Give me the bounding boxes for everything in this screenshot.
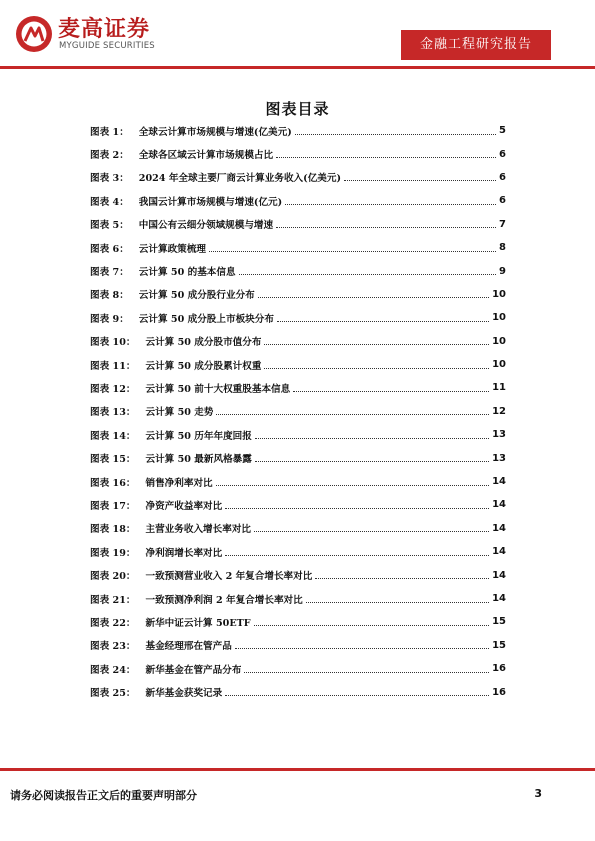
toc-item[interactable] [90, 470, 506, 493]
toc-item-label: 图表 19： [90, 547, 136, 559]
toc-item-title: 新华中证云计算 50ETF [145, 617, 251, 629]
toc-item[interactable] [90, 283, 506, 306]
toc-title: 图表目录 [265, 100, 330, 118]
toc-item-label: 图表 11： [90, 360, 136, 372]
toc-item-label: 图表 15： [90, 454, 136, 466]
toc-item[interactable] [90, 540, 506, 563]
toc-item-label: 图表 5： [90, 220, 129, 232]
toc-dot-leader [225, 554, 489, 556]
toc-item-title: 云计算 50 走势 [145, 407, 214, 419]
toc-item-title: 全球云计算市场规模与增速(亿美元) [138, 126, 292, 138]
footer-disclaimer: 请务必阅读报告正文后的重要声明部分 [10, 789, 197, 802]
toc-item-page: 6 [499, 195, 506, 207]
toc-dot-leader [295, 133, 496, 135]
toc-item-label: 图表 23： [90, 641, 136, 653]
toc-item-label: 图表 2： [90, 150, 129, 162]
header-divider [0, 66, 595, 69]
myguide-logo-icon [14, 14, 54, 54]
toc-item-label: 图表 7： [90, 267, 129, 279]
toc-item-page: 13 [492, 429, 506, 441]
toc-item[interactable] [90, 563, 506, 586]
toc-item-title: 云计算 50 成分股市值分布 [145, 337, 262, 349]
toc-item-page: 8 [499, 242, 506, 254]
toc-item-label: 图表 22： [90, 617, 136, 629]
toc-dot-leader [244, 671, 489, 673]
toc-dot-leader [264, 343, 489, 345]
toc-item-label: 图表 4： [90, 196, 129, 208]
toc-item[interactable] [90, 423, 506, 446]
footer-divider [0, 768, 595, 771]
toc-item[interactable] [90, 680, 506, 703]
toc-item[interactable] [90, 142, 506, 165]
toc-item[interactable] [90, 236, 506, 259]
toc-item[interactable] [90, 353, 506, 376]
toc-item-title: 销售净利率对比 [145, 477, 213, 489]
toc-item-title: 云计算 50 的基本信息 [138, 267, 236, 279]
toc-item-page: 9 [499, 265, 506, 277]
toc-dot-leader [216, 484, 489, 486]
toc-item-page: 14 [492, 499, 506, 511]
toc-dot-leader [216, 413, 489, 415]
toc-item-title: 新华基金获奖记录 [145, 688, 223, 700]
toc-item-page: 16 [492, 686, 506, 698]
toc-item-label: 图表 16： [90, 477, 136, 489]
toc-item[interactable] [90, 189, 506, 212]
toc-item-page: 14 [492, 476, 506, 488]
toc-item-page: 14 [492, 569, 506, 581]
toc-item-label: 图表 12： [90, 383, 136, 395]
toc-item-title: 我国云计算市场规模与增速(亿元) [138, 196, 283, 208]
toc-item[interactable] [90, 259, 506, 282]
toc-item-page: 12 [492, 405, 506, 417]
toc-item-label: 图表 21： [90, 594, 136, 606]
toc-item-page: 10 [492, 335, 506, 347]
toc-item[interactable] [90, 517, 506, 540]
toc-dot-leader [239, 273, 496, 275]
toc-item-title: 云计算 50 历年年度回报 [145, 430, 252, 442]
toc-item-page: 7 [499, 218, 506, 230]
toc-dot-leader [225, 694, 489, 696]
page-number: 3 [534, 787, 542, 800]
toc-dot-leader [209, 250, 496, 252]
toc-item-title: 基金经理邢在管产品 [145, 641, 232, 653]
toc-item[interactable] [90, 610, 506, 633]
toc-item-label: 图表 6： [90, 243, 129, 255]
toc-item-title: 云计算 50 前十大权重股基本信息 [145, 383, 291, 395]
toc-item-page: 14 [492, 593, 506, 604]
toc-item-page: 6 [499, 148, 506, 160]
toc-item[interactable] [90, 213, 506, 236]
toc-item-page: 15 [492, 616, 506, 628]
toc-item-label: 图表 18： [90, 524, 136, 536]
toc-item-page: 13 [492, 452, 506, 464]
toc-item-page: 10 [492, 288, 506, 300]
toc-dot-leader [254, 530, 489, 532]
logo-chinese-name: 麦高证券 [58, 17, 151, 42]
toc-dot-leader [285, 203, 496, 205]
toc-item-label: 图表 25： [90, 688, 136, 700]
toc-item-label: 图表 1： [90, 126, 129, 138]
toc-dot-leader [293, 390, 489, 392]
toc-dot-leader [277, 320, 489, 322]
toc-item[interactable] [90, 330, 506, 353]
report-type-badge: 金融工程研究报告 [401, 30, 551, 60]
toc-item[interactable] [90, 657, 506, 680]
toc-item-page: 10 [492, 312, 506, 324]
toc-item-title: 云计算政策梳理 [138, 243, 206, 255]
toc-dot-leader [315, 577, 489, 579]
toc-item-page: 11 [492, 382, 506, 394]
toc-item-title: 一致预测净利润 2 年复合增长率对比 [145, 594, 303, 606]
toc-dot-leader [276, 156, 496, 158]
toc-dot-leader [235, 647, 489, 649]
logo-english-name: MYGUIDE SECURITIES [59, 41, 155, 51]
toc-dot-leader [254, 624, 489, 626]
toc-dot-leader [255, 460, 489, 462]
toc-item[interactable] [90, 119, 506, 142]
toc-dot-leader [264, 367, 489, 369]
toc-item-title: 云计算 50 最新风格暴露 [145, 454, 252, 466]
toc-item-page: 14 [492, 522, 506, 534]
toc-list [90, 119, 506, 704]
toc-item-title: 中国公有云细分领域规模与增速 [138, 220, 274, 232]
toc-item-label: 图表 13： [90, 407, 136, 419]
toc-dot-leader [255, 437, 489, 439]
toc-item-title: 净利润增长率对比 [145, 547, 223, 559]
toc-dot-leader [258, 296, 489, 298]
toc-item-page: 5 [499, 125, 506, 137]
toc-item[interactable] [90, 400, 506, 423]
toc-item-page: 15 [492, 639, 506, 651]
toc-dot-leader [344, 179, 496, 181]
toc-dot-leader [225, 507, 489, 509]
toc-item[interactable] [90, 634, 506, 657]
toc-item-label: 图表 9： [90, 313, 129, 325]
toc-item-label: 图表 3： [90, 173, 129, 185]
toc-item-label: 图表 24： [90, 664, 136, 676]
toc-item[interactable] [90, 587, 506, 610]
toc-item-page: 6 [499, 171, 506, 183]
toc-item-label: 图表 20： [90, 571, 136, 583]
toc-item[interactable] [90, 446, 506, 469]
toc-dot-leader [306, 601, 489, 603]
toc-item-title: 主营业务收入增长率对比 [145, 524, 252, 536]
toc-item-page: 14 [492, 546, 506, 558]
toc-item[interactable] [90, 306, 506, 329]
toc-item-title: 全球各区域云计算市场规模占比 [138, 150, 274, 162]
toc-item-title: 2024 年全球主要厂商云计算业务收入(亿美元) [138, 173, 342, 185]
toc-dot-leader [276, 226, 496, 228]
toc-item-title: 净资产收益率对比 [145, 500, 223, 512]
toc-item-page: 16 [492, 663, 506, 675]
toc-item-title: 云计算 50 成分股行业分布 [138, 290, 255, 302]
toc-item[interactable] [90, 166, 506, 189]
toc-item-title: 一致预测营业收入 2 年复合增长率对比 [145, 571, 313, 583]
toc-item-label: 图表 8： [90, 290, 129, 302]
toc-item-label: 图表 10： [90, 337, 136, 349]
toc-item-label: 图表 14： [90, 430, 136, 442]
toc-item-label: 图表 17： [90, 500, 136, 512]
toc-item-title: 云计算 50 成分股累计权重 [145, 360, 262, 372]
toc-item-title: 云计算 50 成分股上市板块分布 [138, 313, 274, 325]
toc-item-title: 新华基金在管产品分布 [145, 664, 242, 676]
toc-item[interactable] [90, 493, 506, 516]
toc-item[interactable] [90, 376, 506, 399]
toc-item-page: 10 [492, 359, 506, 371]
